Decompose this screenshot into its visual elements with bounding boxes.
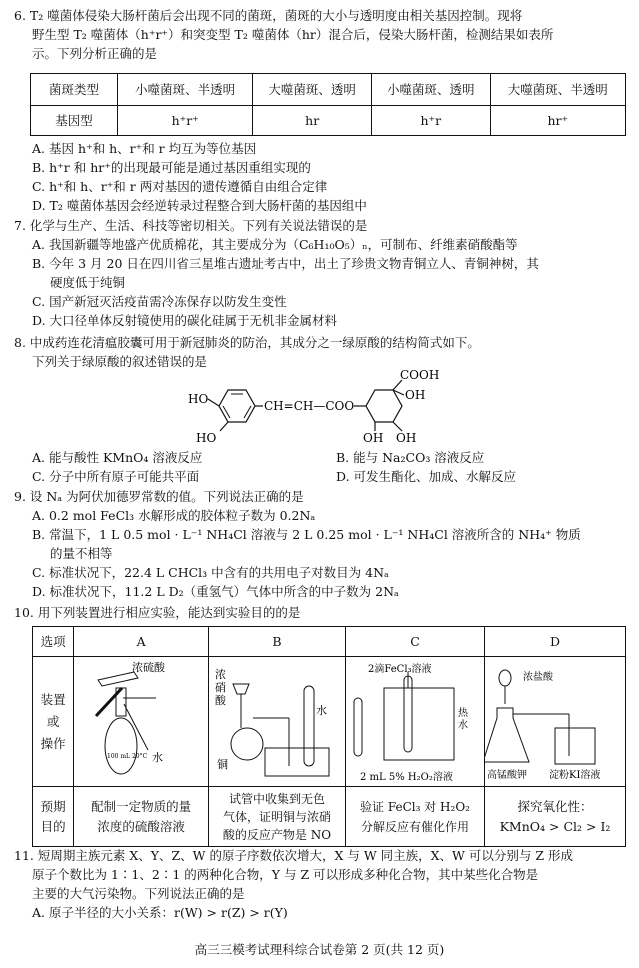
q8-options-row-2 bbox=[14, 467, 630, 486]
q10-purpose-a-2: 浓度的硫酸溶液 bbox=[97, 818, 185, 834]
q6-stem-line-3: 示。下列分析正确的是 bbox=[32, 46, 158, 61]
q10-purpose-b bbox=[208, 787, 345, 847]
q8-option-b: B. 能与 Na₂CO₃ 溶液反应 bbox=[336, 450, 485, 465]
c-label-bottom: 2 mL 5% H₂O₂溶液 bbox=[359, 771, 453, 783]
question-8 bbox=[14, 333, 630, 371]
q10-table bbox=[32, 626, 626, 847]
question-6 bbox=[14, 6, 630, 63]
struct-chain: CH=CH—COO bbox=[264, 399, 355, 413]
question-7 bbox=[14, 216, 630, 330]
apparatus-a-illustration bbox=[74, 658, 206, 786]
d-funnel-bulb bbox=[499, 670, 511, 686]
q10-purpose-c-2: 分解反应有催化作用 bbox=[360, 819, 469, 834]
question-9 bbox=[14, 487, 630, 601]
b-flask bbox=[231, 728, 263, 760]
q7-option-a: A. 我国新疆等地盛产优质棉花，其主要成分为（C₆H₁₀O₅）ₙ，可制布、纤维素硝酸酯等 bbox=[32, 237, 518, 252]
q10-apparatus-b bbox=[208, 657, 345, 787]
q10-row-purpose-header bbox=[33, 787, 74, 847]
q6-type-2: 大噬菌斑、透明 bbox=[253, 74, 372, 106]
q11-stem-line-2: 原子个数比为 1∶1、2∶1 的两种化合物，Y 与 Z 可以形成多种化合物，其中某些化合物是 bbox=[32, 867, 539, 882]
apparatus-d-illustration bbox=[485, 658, 625, 786]
c-beaker bbox=[384, 688, 454, 760]
q11-stem-line-3: 主要的大气污染物。下列说法正确的是 bbox=[32, 886, 245, 901]
benzene-ring bbox=[219, 390, 255, 422]
b-label-cu: 铜 bbox=[216, 757, 228, 771]
q10-apparatus-c bbox=[345, 657, 484, 787]
struct-oh-bottom-right: OH bbox=[396, 431, 417, 445]
a-water-pointer bbox=[124, 704, 148, 750]
bond-ho-top bbox=[208, 399, 219, 406]
q6-options bbox=[14, 139, 630, 215]
d-label-ki: 淀粉KI溶液 bbox=[549, 769, 601, 781]
q10-purpose-b-2: 气体，证明铜与浓硝 bbox=[222, 809, 331, 824]
c-label-top: 2滴FeCl₃溶液 bbox=[367, 663, 432, 675]
bond-ho-bottom bbox=[220, 422, 228, 431]
q6-type-1: 小噬菌斑、半透明 bbox=[118, 74, 253, 106]
q8-option-d: D. 可发生酯化、加成、水解反应 bbox=[336, 469, 517, 484]
a-label-flask: 100 mL 20°C bbox=[107, 752, 148, 760]
q10-apparatus-a bbox=[74, 657, 209, 787]
q7-option-c: C. 国产新冠灭活疫苗需冷冻保存以防发生变性 bbox=[32, 294, 287, 309]
q10-purpose-c-1: 验证 FeCl₃ 对 H₂O₂ bbox=[360, 799, 470, 814]
q11-option-a: A. 原子半径的大小关系：r(W) > r(Z) > r(Y) bbox=[32, 905, 288, 920]
q7-stem: 7. 化学与生产、生活、科技等密切相关。下列有关说法错误的是 bbox=[14, 218, 368, 233]
page-footer: 高三三模考试理科综合试卷第 2 页(共 12 页) bbox=[194, 942, 445, 957]
q8-stem-line-2: 下列关于绿原酸的叙述错误的是 bbox=[32, 354, 208, 369]
d-conical-flask bbox=[485, 708, 529, 762]
q6-table-header-genotype: 基因型 bbox=[31, 106, 118, 136]
a-label-acid: 浓硫酸 bbox=[132, 660, 166, 674]
q10-row-apparatus-header bbox=[33, 657, 74, 787]
c-label-hot-1: 热 bbox=[457, 707, 468, 719]
q6-option-a: A. 基因 h⁺和 h、r⁺和 r 均互为等位基因 bbox=[32, 141, 257, 156]
b-label-acid-2: 硝 bbox=[214, 680, 226, 694]
c-tube-left bbox=[354, 698, 362, 756]
q6-genotype-3: h⁺r bbox=[371, 106, 490, 136]
q10-head-d: D bbox=[485, 627, 626, 657]
q7-option-d: D. 大口径单体反射镜使用的碳化硅属于无机非金属材料 bbox=[32, 313, 338, 328]
struct-cooh: COOH bbox=[400, 368, 440, 382]
a-label-water: 水 bbox=[152, 750, 164, 764]
question-11 bbox=[14, 846, 630, 922]
q10-purpose-d bbox=[485, 787, 626, 847]
q8-option-a: A. 能与酸性 KMnO₄ 溶液反应 bbox=[32, 450, 203, 465]
q10-purpose-header-2: 目的 bbox=[40, 818, 66, 834]
b-label-acid-3: 酸 bbox=[214, 693, 226, 707]
d-label-kmno4: 高锰酸钾 bbox=[487, 769, 527, 781]
b-trough bbox=[265, 748, 329, 776]
q9-option-a: A. 0.2 mol FeCl₃ 水解形成的胶体粒子数为 0.2Nₐ bbox=[32, 508, 316, 523]
q10-head-c: C bbox=[345, 627, 484, 657]
a-beaker bbox=[98, 672, 138, 686]
q6-option-c: C. h⁺和 h、r⁺和 r 两对基因的遗传遵循自由组合定律 bbox=[32, 179, 328, 194]
q10-head-a: A bbox=[74, 627, 209, 657]
q10-purpose-a bbox=[74, 787, 209, 847]
q9-option-c: C. 标准状况下，22.4 L CHCl₃ 中含有的共用电子对数目为 4Nₐ bbox=[32, 565, 389, 580]
b-test-tube bbox=[304, 686, 314, 766]
a-volumetric-flask bbox=[105, 718, 137, 774]
a-glass-rod bbox=[96, 688, 122, 716]
question-10 bbox=[14, 603, 630, 622]
q7-option-b-cont: 硬度低于纯铜 bbox=[50, 275, 126, 290]
apparatus-c-illustration bbox=[346, 658, 484, 786]
q6-table-header-type: 菌斑类型 bbox=[31, 74, 118, 106]
apparatus-b-illustration bbox=[209, 658, 345, 786]
cyclohexane-ring bbox=[366, 390, 402, 422]
q8-options-row-1 bbox=[14, 448, 630, 467]
q8-option-c: C. 分子中所有原子可能共平面 bbox=[32, 469, 200, 484]
q9-option-d: D. 标准状况下，11.2 L D₂（重氢气）气体中所含的中子数为 2Nₐ bbox=[32, 584, 399, 599]
q10-apparatus-d bbox=[485, 657, 626, 787]
struct-oh-ring-bottom: OH bbox=[363, 431, 384, 445]
b-label-acid-1: 浓 bbox=[214, 667, 226, 681]
q6-table bbox=[30, 73, 626, 136]
q10-head-b: B bbox=[208, 627, 345, 657]
q10-head-option: 选项 bbox=[33, 627, 74, 657]
q6-option-b: B. h⁺r 和 hr⁺的出现最可能是通过基因重组实现的 bbox=[32, 160, 311, 175]
q10-apparatus-header-1: 装置 bbox=[40, 691, 66, 707]
q11-stem-line-1: 11. 短周期主族元素 X、Y、Z、W 的原子序数依次增大，X 与 W 同主族，X、W 可以分别与 Z 形成 bbox=[14, 848, 574, 863]
d-label-acid: 浓盐酸 bbox=[523, 671, 553, 683]
q7-option-b: B. 今年 3 月 20 日在四川省三星堆古遗址考古中，出土了珍贵文物青铜立人、青铜神树，其 bbox=[32, 256, 539, 271]
q6-option-d: D. T₂ 噬菌体基因会经逆转录过程整合到大肠杆菌的基因组中 bbox=[32, 198, 367, 213]
q10-purpose-header-1: 预期 bbox=[40, 798, 66, 814]
q10-purpose-b-3: 酸的反应产物是 NO bbox=[222, 827, 332, 842]
q9-stem: 9. 设 Nₐ 为阿伏加德罗常数的值。下列说法正确的是 bbox=[14, 489, 304, 504]
q9-option-b-cont: 的量不相等 bbox=[50, 546, 113, 561]
q9-option-b: B. 常温下，1 L 0.5 mol · L⁻¹ NH₄Cl 溶液与 2 L 0.25 mol · L⁻¹ NH₄Cl 溶液所含的 NH₄⁺ 物质 bbox=[32, 527, 581, 542]
q10-purpose-d-2: KMnO₄ > Cl₂ > I₂ bbox=[499, 818, 611, 834]
bond-oh-bottom-right bbox=[393, 422, 402, 431]
struct-oh-right: OH bbox=[405, 388, 426, 402]
q8-options bbox=[14, 448, 630, 486]
q10-stem: 10. 用下列装置进行相应实验，能达到实验目的的是 bbox=[14, 605, 301, 620]
q6-stem-line-2: 野生型 T₂ 噬菌体（h⁺r⁺）和突变型 T₂ 噬菌体（hr）混合后，侵染大肠杆菌，检测结果如表所 bbox=[32, 27, 554, 42]
q10-apparatus-header-2: 或 bbox=[46, 713, 60, 729]
q6-type-3: 小噬菌斑、透明 bbox=[371, 74, 490, 106]
struct-ho-top: HO bbox=[188, 392, 209, 406]
b-label-water: 水 bbox=[315, 703, 327, 717]
q8-stem-line-1: 8. 中成药连花清瘟胶囊可用于新冠肺炎的防治，其成分之一绿原酸的结构简式如下。 bbox=[14, 335, 480, 350]
struct-ho-bottom: HO bbox=[196, 431, 217, 445]
q6-genotype-1: h⁺r⁺ bbox=[118, 106, 253, 136]
q6-stem-line-1: 6. T₂ 噬菌体侵染大肠杆菌后会出现不同的菌斑，菌斑的大小与透明度由相关基因控制。现将 bbox=[14, 8, 523, 23]
q10-purpose-c bbox=[345, 787, 484, 847]
d-beaker bbox=[555, 728, 595, 764]
c-label-hot-2: 水 bbox=[457, 719, 468, 731]
q6-genotype-4: hr⁺ bbox=[490, 106, 625, 136]
q10-purpose-a-1: 配制一定物质的量 bbox=[91, 798, 192, 814]
q6-type-4: 大噬菌斑、半透明 bbox=[490, 74, 625, 106]
q10-apparatus-header-3: 操作 bbox=[40, 735, 66, 751]
b-funnel bbox=[233, 684, 249, 694]
q10-purpose-d-1: 探究氧化性： bbox=[517, 798, 593, 814]
q6-genotype-2: hr bbox=[253, 106, 372, 136]
chlorogenic-acid-structure bbox=[170, 368, 500, 448]
q10-purpose-b-1: 试管中收集到无色 bbox=[228, 791, 325, 806]
